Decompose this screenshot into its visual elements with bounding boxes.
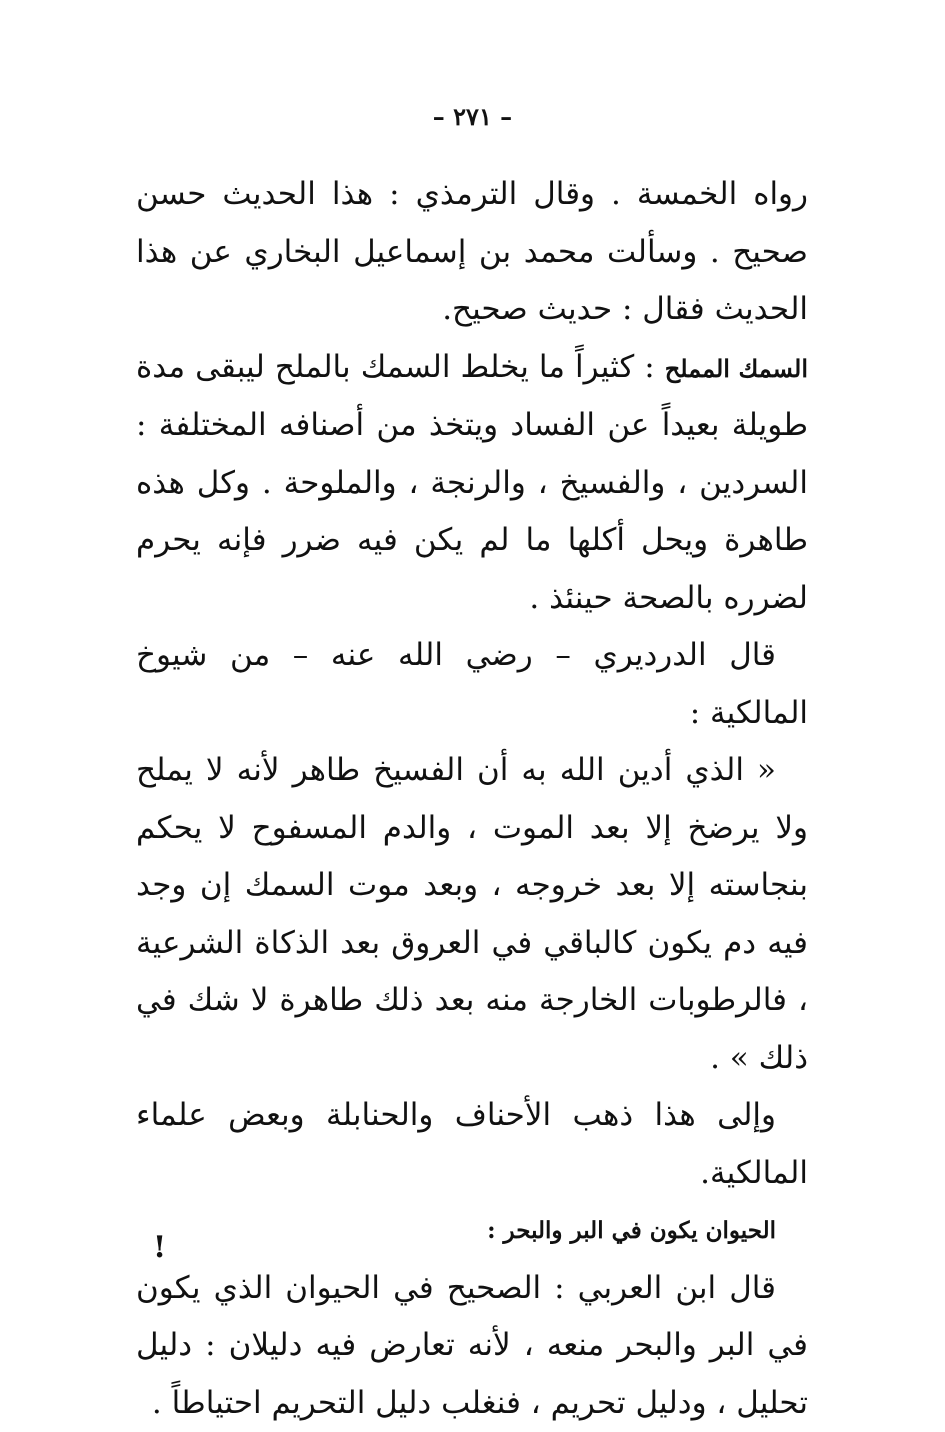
paragraph-dardiri-quote: « الذي أدين الله به أن الفسيخ طاهر لأنه لا يملح ولا يرضخ إلا بعد الموت ، والدم المسفوح لا يحكم بنجاسته إلا بعد خروجه ، وبعد موت السمك إن وجد فيه دم يكون كالباقي في العروق بعد الذكاة الشرعية ، فالرطوبات الخارجة منه بعد ذلك طاهرة لا شك في ذلك » . xyxy=(136,742,808,1087)
paragraph-salted-fish xyxy=(136,339,808,628)
marginal-exclamation-mark: ! xyxy=(153,1230,166,1265)
page-body xyxy=(136,166,808,1432)
page-number: – ٢٧١ – xyxy=(0,102,945,131)
paragraph-schools-opinion: وإلى هذا ذهب الأحناف والحنابلة وبعض علماء المالكية. xyxy=(136,1087,808,1202)
paragraph-hadith-grading: رواه الخمسة . وقال الترمذي : هذا الحديث حسن صحيح . وسألت محمد بن إسماعيل البخاري عن هذا الحديث فقال : حديث صحيح. xyxy=(136,166,808,339)
section-heading-amphibious-animals: الحيوان يكون في البر والبحر : xyxy=(136,1202,808,1260)
term-salted-fish: السمك المملح xyxy=(665,354,808,383)
paragraph-dardiri-intro: قال الدرديري – رضي الله عنه – من شيوخ المالكية : xyxy=(136,627,808,742)
paragraph-salted-fish-text: : كثيراً ما يخلط السمك بالملح ليبقى مدة طويلة بعيداً عن الفساد ويتخذ من أصنافه المختلفة : السردين ، والفسيخ ، والرنجة ، والملوحة . وكل هذه طاهرة ويحل أكلها ما لم يكن فيه ضرر فإنه يحرم لضرره بالصحة حينئذ . xyxy=(136,349,808,616)
paragraph-ibn-arabi: قال ابن العربي : الصحيح في الحيوان الذي يكون في البر والبحر منعه ، لأنه تعارض فيه دليلان : دليل تحليل ، ودليل تحريم ، فنغلب دليل التحريم احتياطاً . xyxy=(136,1260,808,1432)
